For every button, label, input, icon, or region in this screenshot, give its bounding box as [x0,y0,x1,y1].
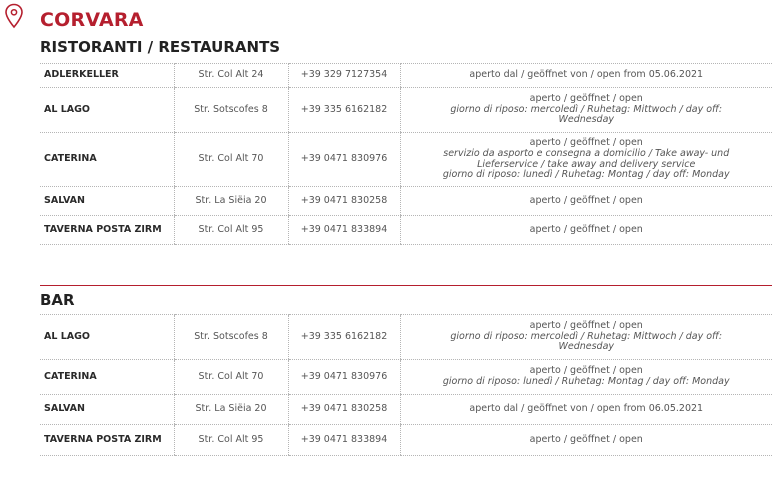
venue-address: Str. Col Alt 70 [174,133,288,187]
venue-address: Str. La Siëia 20 [174,187,288,216]
venue-phone: +39 0471 830976 [288,360,400,395]
hours-line: Wednesday [558,341,615,353]
town-title: CORVARA [40,9,144,31]
venue-hours [400,360,772,395]
hours-line: giorno di riposo: lunedì / Ruhetag: Montag / day off: Monday [442,376,730,387]
venue-hours [400,315,772,360]
bar-section-title: BAR [40,291,75,309]
venue-name: TAVERNA POSTA ZIRM [40,216,174,245]
venue-phone: +39 0471 833894 [288,216,400,245]
table-row [40,360,772,395]
venue-name: ADLERKELLER [40,64,174,88]
table-row [40,425,772,456]
venue-address: Str. Col Alt 95 [174,425,288,456]
hours-line: giorno di riposo: mercoledì / Ruhetag: Mittwoch / day off: [450,103,723,115]
hours-line: aperto / geöffnet / open [529,92,643,104]
location-pin-icon [4,3,24,29]
hours-line: Wednesday [558,114,615,126]
venue-name: TAVERNA POSTA ZIRM [40,425,174,456]
venue-phone: +39 335 6162182 [288,315,400,360]
hours-line: aperto / geöffnet / open [529,319,643,331]
hours-line: aperto dal / geöffnet von / open from 06.05.2021 [469,403,704,415]
venue-name: CATERINA [40,133,174,187]
venue-hours [400,64,772,88]
section-divider [40,285,772,286]
venue-address: Str. Sotscofes 8 [174,315,288,360]
venue-name: CATERINA [40,360,174,395]
venue-hours [400,395,772,425]
table-row [40,88,772,133]
hours-line: giorno di riposo: mercoledì / Ruhetag: Mittwoch / day off: [450,330,723,342]
venue-phone: +39 0471 830976 [288,133,400,187]
restaurants-section-title: RISTORANTI / RESTAURANTS [40,38,281,56]
venue-address: Str. Col Alt 70 [174,360,288,395]
table-row [40,133,772,187]
venue-phone: +39 0471 830258 [288,395,400,425]
venue-name: AL LAGO [40,315,174,360]
venue-phone: +39 0471 833894 [288,425,400,456]
venue-address: Str. La Siëia 20 [174,395,288,425]
venue-hours [400,216,772,245]
venue-address: Str. Col Alt 95 [174,216,288,245]
table-row [40,216,772,245]
hours-line: aperto / geöffnet / open [529,136,643,148]
table-row [40,64,772,88]
venue-hours [400,425,772,456]
venue-phone: +39 329 7127354 [288,64,400,88]
table-row [40,187,772,216]
table-row [40,315,772,360]
hours-line: aperto / geöffnet / open [529,365,643,377]
venue-hours [400,187,772,216]
hours-line: aperto / geöffnet / open [529,223,643,235]
venue-name: SALVAN [40,395,174,425]
venue-name: AL LAGO [40,88,174,133]
restaurants-table [40,63,772,245]
hours-line: Lieferservice / take away and delivery service [477,158,696,170]
hours-line: giorno di riposo: lunedì / Ruhetag: Montag / day off: Monday [442,169,730,181]
bar-table [40,314,772,456]
hours-line: aperto / geöffnet / open [529,194,643,206]
hours-line: servizio da asporto e consegna a domicilio / Take away- und [443,147,730,159]
hours-line: aperto / geöffnet / open [529,433,643,445]
venue-address: Str. Col Alt 24 [174,64,288,88]
venue-address: Str. Sotscofes 8 [174,88,288,133]
venue-phone: +39 335 6162182 [288,88,400,133]
hours-line: aperto dal / geöffnet von / open from 05.06.2021 [469,69,704,81]
venue-hours [400,133,772,187]
table-row [40,395,772,425]
venue-phone: +39 0471 830258 [288,187,400,216]
venue-hours [400,88,772,133]
venue-name: SALVAN [40,187,174,216]
